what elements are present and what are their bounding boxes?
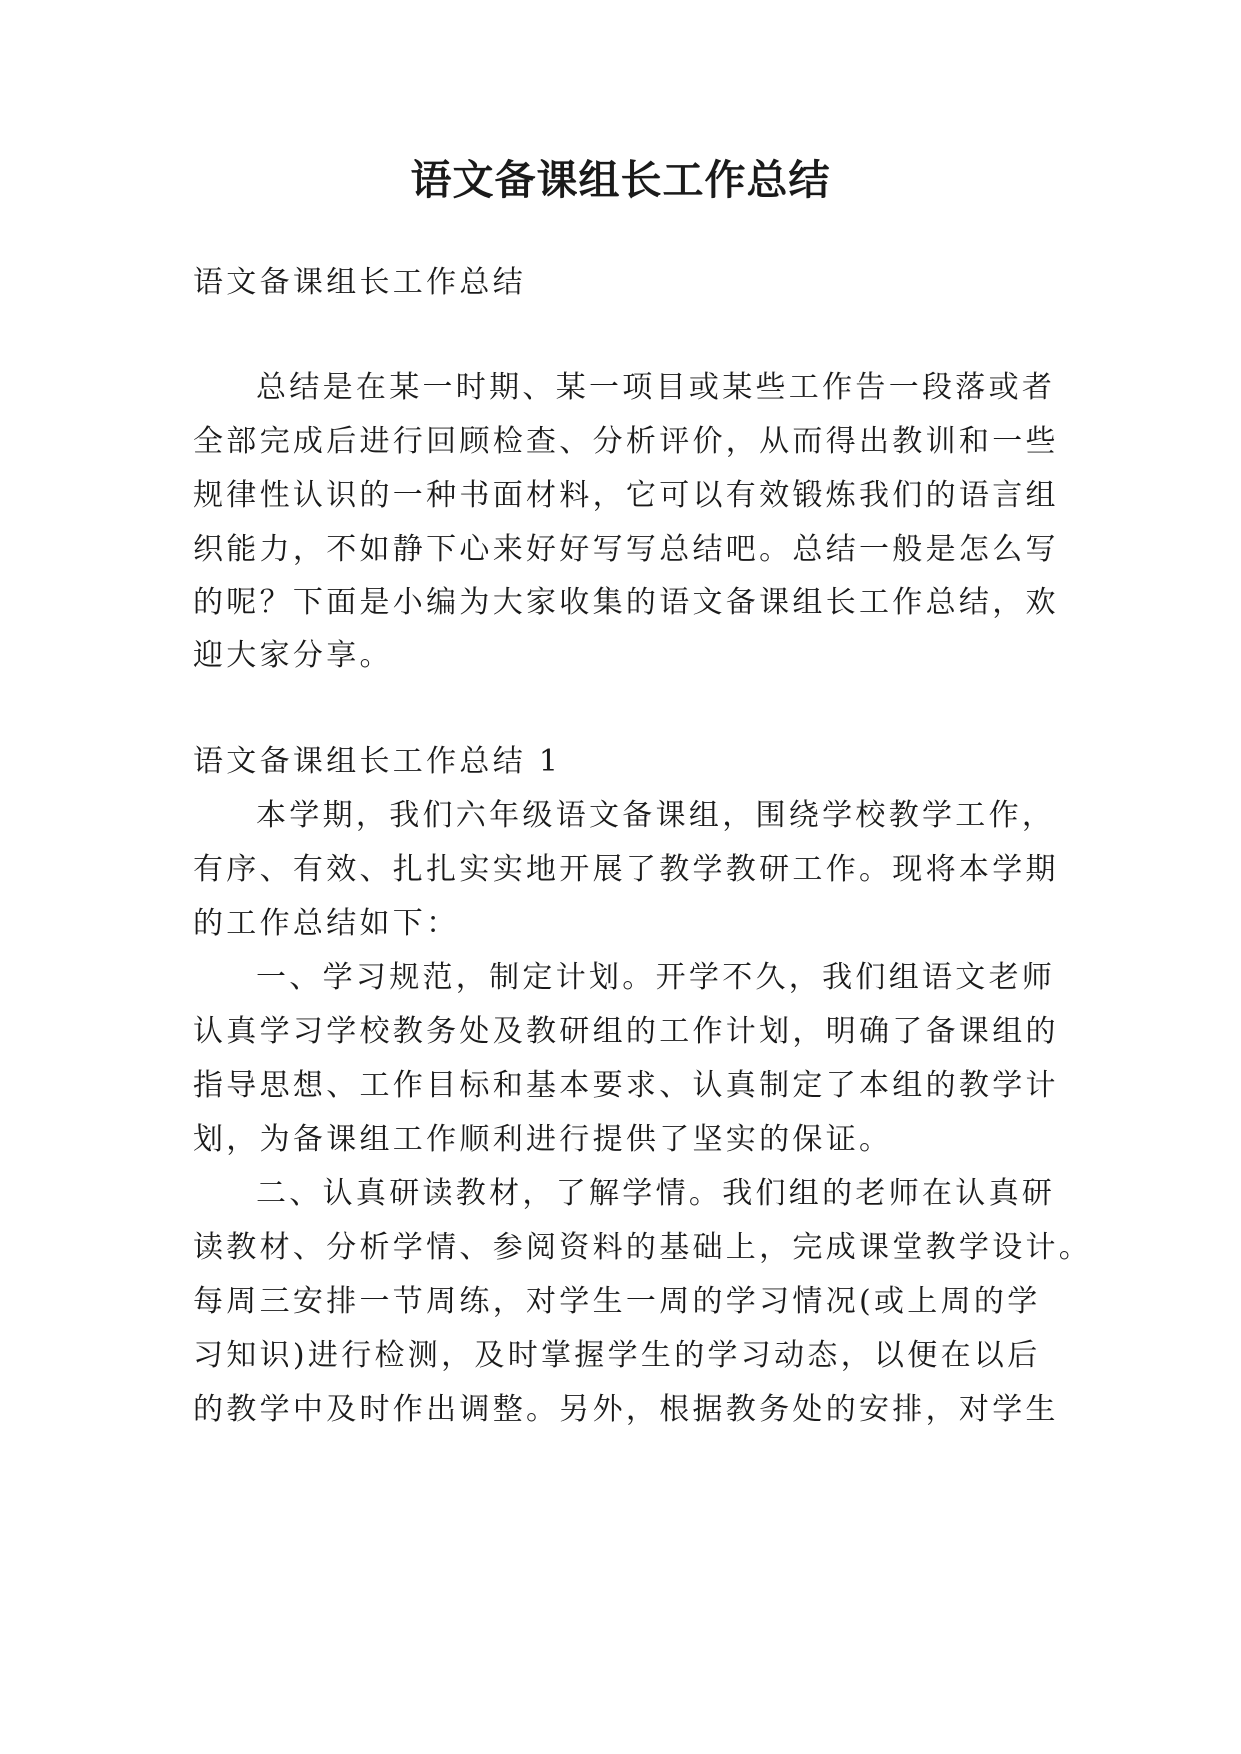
- document-title: 语文备课组长工作总结: [410, 156, 831, 204]
- section1-line-4: 一、学习规范，制定计划。开学不久，我们组语文老师: [256, 960, 1056, 995]
- intro-line-5: 的呢？下面是小编为大家收集的语文备课组长工作总结，欢: [193, 585, 1059, 620]
- section1-line-1: 本学期，我们六年级语文备课组，围绕学校教学工作，: [256, 798, 1056, 833]
- section1-line-11: 习知识)进行检测，及时掌握学生的学习动态，以便在以后: [193, 1338, 1041, 1373]
- subtitle: 语文备课组长工作总结: [193, 265, 526, 300]
- section1-heading: 语文备课组长工作总结 1: [193, 744, 562, 779]
- intro-line-4: 织能力，不如静下心来好好写写总结吧。总结一般是怎么写: [193, 532, 1059, 567]
- section1-line-8: 二、认真研读教材，了解学情。我们组的老师在认真研: [256, 1176, 1056, 1211]
- section1-line-10: 每周三安排一节周练，对学生一周的学习情况(或上周的学: [193, 1284, 1041, 1319]
- intro-line-6: 迎大家分享。: [193, 638, 393, 673]
- intro-line-1: 总结是在某一时期、某一项目或某些工作告一段落或者: [256, 370, 1056, 405]
- section1-line-2: 有序、有效、扎扎实实地开展了教学教研工作。现将本学期: [193, 852, 1059, 887]
- section1-line-9: 读教材、分析学情、参阅资料的基础上，完成课堂教学设计。: [193, 1230, 1093, 1265]
- section1-line-3: 的工作总结如下：: [193, 906, 460, 941]
- section1-line-6: 指导思想、工作目标和基本要求、认真制定了本组的教学计: [193, 1068, 1059, 1103]
- section1-line-12: 的教学中及时作出调整。另外，根据教务处的安排，对学生: [193, 1392, 1059, 1427]
- intro-line-2: 全部完成后进行回顾检查、分析评价，从而得出教训和一些: [193, 424, 1059, 459]
- section1-line-7: 划，为备课组工作顺利进行提供了坚实的保证。: [193, 1122, 893, 1157]
- intro-line-3: 规律性认识的一种书面材料，它可以有效锻炼我们的语言组: [193, 478, 1059, 513]
- section1-line-5: 认真学习学校教务处及教研组的工作计划，明确了备课组的: [193, 1014, 1059, 1049]
